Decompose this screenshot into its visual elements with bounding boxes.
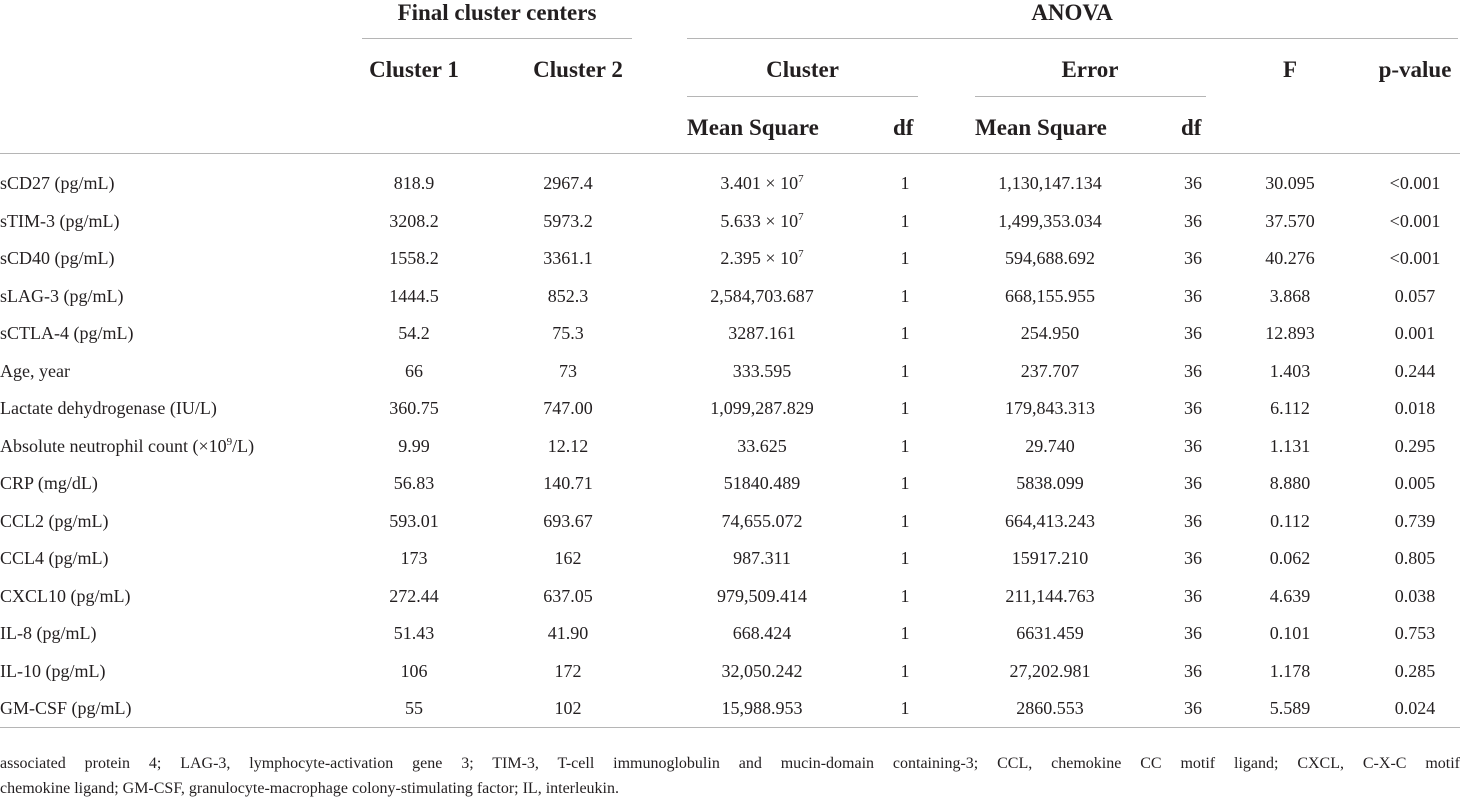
cell-f: 5.589 [1269,698,1311,718]
cell-cluster-df: 1 [900,286,910,306]
cell-cluster-mean-square [687,586,837,607]
cell-cluster-2: 140.71 [543,473,593,493]
mean-square-value: 32,050.242 [721,661,803,681]
mean-square-value: 979,509.414 [717,586,807,606]
cell-error-mean-square: 6631.459 [1016,623,1084,643]
cell-cluster-mean-square [687,286,837,307]
cell-cluster-mean-square [687,661,837,682]
cell-cluster-2: 747.00 [543,398,593,418]
cell-cluster-mean-square [687,173,837,194]
cell-error-mean-square: 211,144.763 [1005,586,1095,606]
cell-cluster-1: 818.9 [393,173,435,193]
cell-cluster-2: 172 [554,661,582,681]
cell-error-df: 36 [1184,511,1202,531]
cell-cluster-df: 1 [900,473,910,493]
row-label: GM-CSF (pg/mL) [0,698,132,718]
cell-f: 12.893 [1265,323,1315,343]
cell-cluster-df: 1 [900,548,910,568]
footnote [0,751,1460,801]
row-label: sCTLA-4 (pg/mL) [0,323,134,343]
cell-cluster-df: 1 [900,698,910,718]
rule-error [975,96,1206,97]
cell-cluster-1: 106 [400,661,428,681]
header-df-cluster: df [893,115,914,140]
mean-square-exponent: 7 [798,248,804,260]
cell-cluster-1: 272.44 [389,586,439,606]
cell-error-mean-square: 254.950 [1020,323,1080,343]
row-label-unit: /L) [232,436,255,456]
cell-error-df: 36 [1184,623,1202,643]
cell-cluster-1: 54.2 [398,323,430,343]
cell-f: 40.276 [1265,248,1315,268]
header-error: Error [1061,57,1119,82]
cell-cluster-2: 2967.4 [543,173,593,193]
mean-square-value: 668.424 [732,623,792,643]
cell-cluster-1: 173 [400,548,428,568]
cell-cluster-2: 162 [554,548,582,568]
cell-p-value: 0.805 [1394,548,1436,568]
cell-p-value: 0.001 [1394,323,1436,343]
cell-error-df: 36 [1184,323,1202,343]
cell-p-value: 0.285 [1394,661,1436,681]
mean-square-value: 33.625 [737,436,787,456]
mean-square-value: 333.595 [732,361,792,381]
cell-cluster-df: 1 [900,586,910,606]
rule-cluster [687,96,918,97]
cell-cluster-2: 75.3 [552,323,584,343]
header-f: F [1282,57,1298,82]
cell-p-value: 0.295 [1394,436,1436,456]
cell-error-mean-square: 1,130,147.134 [998,173,1102,193]
cell-f: 0.101 [1269,623,1311,643]
cell-cluster-1: 51.43 [393,623,435,643]
cell-error-mean-square: 594,688.692 [1005,248,1095,268]
header-df-error: df [1181,115,1202,140]
row-label: sLAG-3 (pg/mL) [0,286,124,306]
cell-error-df: 36 [1184,473,1202,493]
cell-cluster-mean-square [687,473,837,494]
cell-f: 0.112 [1270,511,1310,531]
header-cluster-2: Cluster 2 [533,57,623,82]
cell-error-mean-square: 1,499,353.034 [998,211,1102,231]
cell-error-mean-square: 5838.099 [1016,473,1084,493]
cell-cluster-df: 1 [900,323,910,343]
cell-f: 3.868 [1269,286,1311,306]
cell-cluster-2: 12.12 [547,436,589,456]
header-final-cluster-centers: Final cluster centers [397,0,597,25]
cell-p-value: 0.038 [1394,586,1436,606]
cell-cluster-2: 3361.1 [543,248,593,268]
cell-cluster-df: 1 [900,248,910,268]
cell-cluster-mean-square [687,511,837,532]
cell-cluster-mean-square [687,623,837,644]
cell-cluster-df: 1 [900,361,910,381]
mean-square-exponent: 7 [798,173,804,185]
row-label: CRP (mg/dL) [0,473,98,493]
cell-p-value: 0.018 [1394,398,1436,418]
cell-error-df: 36 [1184,586,1202,606]
cell-p-value: 0.739 [1394,511,1436,531]
cell-cluster-df: 1 [900,661,910,681]
cell-cluster-1: 1444.5 [389,286,439,306]
cell-cluster-mean-square [687,548,837,569]
rule-table-bottom [0,727,1460,728]
header-cluster-1: Cluster 1 [369,57,459,82]
cell-cluster-df: 1 [900,623,910,643]
cell-error-mean-square: 27,202.981 [1009,661,1091,681]
header-anova: ANOVA [1031,0,1113,25]
cell-error-df: 36 [1184,436,1202,456]
cell-cluster-1: 3208.2 [389,211,439,231]
cell-p-value: 0.024 [1394,698,1436,718]
row-label: Age, year [0,361,70,381]
cell-cluster-2: 852.3 [547,286,589,306]
rule-final-cluster [362,38,632,39]
header-mean-square-cluster: Mean Square [687,115,819,140]
mean-square-exponent: 7 [798,211,804,223]
cell-f: 30.095 [1265,173,1315,193]
cell-cluster-2: 5973.2 [543,211,593,231]
cell-error-df: 36 [1184,661,1202,681]
cell-error-mean-square: 664,413.243 [1005,511,1095,531]
cell-error-mean-square: 2860.553 [1016,698,1084,718]
footnote-line-1: associated protein 4; LAG-3, lymphocyte-activation gene 3; TIM-3, T-cell immunoglobulin and mucin-domain containing-3; CCL, chemokine CC motif ligand; CXCL, C-X-C motif [0,755,1460,772]
cell-error-df: 36 [1184,698,1202,718]
row-label-text: Absolute neutrophil count (×10 [0,436,227,456]
row-label: Lactate dehydrogenase (IU/L) [0,398,217,418]
cell-error-df: 36 [1184,173,1202,193]
cell-p-value: 0.005 [1394,473,1436,493]
cell-cluster-2: 102 [554,698,582,718]
mean-square-value: 5.633 × 10 [720,211,799,231]
cell-f: 1.178 [1269,661,1311,681]
row-label: CXCL10 (pg/mL) [0,586,131,606]
cell-cluster-mean-square [687,211,837,232]
cell-p-value: <0.001 [1389,211,1441,231]
mean-square-value: 987.311 [733,548,791,568]
cell-cluster-2: 693.67 [543,511,593,531]
row-label: sTIM-3 (pg/mL) [0,211,120,231]
cell-error-df: 36 [1184,286,1202,306]
cell-cluster-mean-square [687,248,837,269]
cell-cluster-mean-square [687,698,837,719]
cell-p-value: 0.057 [1394,286,1436,306]
header-mean-square-error: Mean Square [975,115,1107,140]
cell-f: 1.131 [1269,436,1311,456]
cell-cluster-2: 637.05 [543,586,593,606]
row-label: sCD40 (pg/mL) [0,248,115,268]
cell-error-df: 36 [1184,548,1202,568]
cell-error-mean-square: 29.740 [1025,436,1075,456]
row-label-exponent: 9 [226,436,233,448]
cell-f: 37.570 [1265,211,1315,231]
cell-error-df: 36 [1184,361,1202,381]
row-label: IL-10 (pg/mL) [0,661,106,681]
cell-cluster-1: 56.83 [393,473,435,493]
cell-cluster-1: 360.75 [389,398,439,418]
cell-f: 6.112 [1270,398,1310,418]
cell-p-value: <0.001 [1389,173,1441,193]
mean-square-value: 3287.161 [728,323,796,343]
cell-error-mean-square: 15917.210 [1011,548,1089,568]
cell-cluster-df: 1 [900,211,910,231]
rule-anova [687,38,1458,39]
rule-header-bottom [0,153,1460,154]
cell-cluster-1: 1558.2 [389,248,439,268]
cell-cluster-df: 1 [900,173,910,193]
row-label: sCD27 (pg/mL) [0,173,115,193]
cell-error-mean-square: 668,155.955 [1005,286,1095,306]
header-p-value: p-value [1378,57,1452,82]
cell-error-mean-square: 179,843.313 [1005,398,1095,418]
row-label [0,436,254,457]
footnote-line-2: chemokine ligand; GM-CSF, granulocyte-macrophage colony-stimulating factor; IL, interleukin. [0,780,619,797]
cell-f: 1.403 [1269,361,1311,381]
cell-f: 0.062 [1269,548,1311,568]
cell-error-mean-square: 237.707 [1020,361,1080,381]
cell-cluster-1: 55 [405,698,423,718]
cell-cluster-2: 73 [559,361,577,381]
cell-cluster-mean-square [687,436,837,457]
mean-square-value: 51840.489 [723,473,801,493]
cell-cluster-mean-square [687,361,837,382]
row-label: IL-8 (pg/mL) [0,623,97,643]
cell-f: 8.880 [1269,473,1311,493]
cell-f: 4.639 [1269,586,1311,606]
cell-p-value: 0.753 [1394,623,1436,643]
row-label: CCL2 (pg/mL) [0,511,109,531]
cell-cluster-1: 593.01 [389,511,439,531]
cell-p-value: 0.244 [1394,361,1436,381]
header-cluster: Cluster [766,57,839,82]
cell-cluster-mean-square [687,323,837,344]
cell-cluster-mean-square [687,398,837,419]
mean-square-value: 3.401 × 10 [720,173,799,193]
cell-error-df: 36 [1184,248,1202,268]
mean-square-value: 2.395 × 10 [720,248,799,268]
cell-cluster-df: 1 [900,436,910,456]
cell-cluster-df: 1 [900,398,910,418]
cell-cluster-1: 9.99 [398,436,430,456]
mean-square-value: 74,655.072 [721,511,803,531]
mean-square-value: 1,099,287.829 [710,398,814,418]
cell-error-df: 36 [1184,398,1202,418]
cell-cluster-2: 41.90 [547,623,589,643]
cell-cluster-1: 66 [405,361,423,381]
mean-square-value: 15,988.953 [721,698,803,718]
row-label: CCL4 (pg/mL) [0,548,109,568]
cell-error-df: 36 [1184,211,1202,231]
cell-cluster-df: 1 [900,511,910,531]
cell-p-value: <0.001 [1389,248,1441,268]
mean-square-value: 2,584,703.687 [710,286,814,306]
